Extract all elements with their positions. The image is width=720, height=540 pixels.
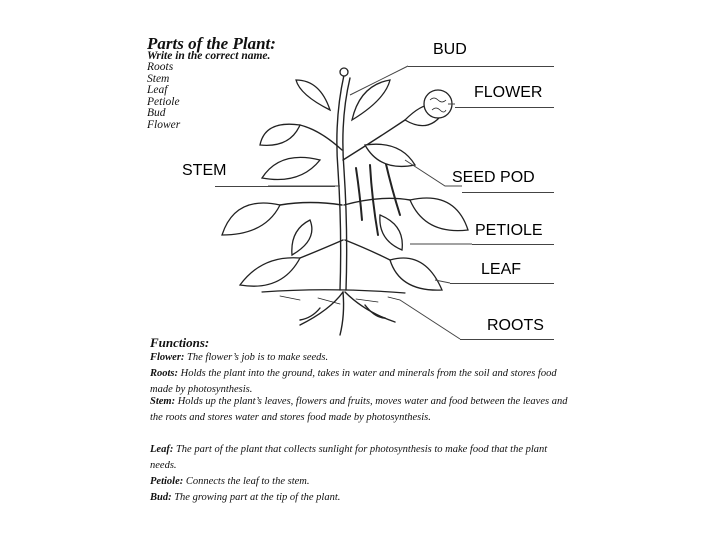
function-term: Flower: xyxy=(150,352,185,363)
worksheet-instruction: Write in the correct name. xyxy=(147,50,271,62)
word-bank-item: Petiole xyxy=(147,95,180,108)
word-bank-item: Roots xyxy=(147,61,174,73)
function-text: Connects the leaf to the stem. xyxy=(183,476,310,487)
label-leaf: LEAF xyxy=(481,261,522,278)
word-bank-item: Stem xyxy=(147,72,170,85)
worksheet-title: Parts of the Plant: xyxy=(147,34,276,53)
function-text: The flower’s job is to make seeds. xyxy=(184,352,329,363)
label-petiole: PETIOLE xyxy=(475,222,543,239)
label-flower: FLOWER xyxy=(474,84,543,101)
function-term: Stem: xyxy=(150,396,176,407)
function-text: Holds the plant into the ground, takes in water and minerals from the soil and stores food made by photosynthesis. xyxy=(150,368,557,395)
function-text: The part of the plant that collects sunlight for photosynthesis to make food that the plant needs. xyxy=(150,444,548,471)
function-term: Roots: xyxy=(150,368,179,379)
label-stem: STEM xyxy=(182,162,227,179)
label-bud: BUD xyxy=(433,41,467,58)
function-leaf xyxy=(150,442,570,474)
word-bank-item: Flower xyxy=(147,118,181,131)
word-bank-item: Bud xyxy=(147,107,166,120)
label-roots: ROOTS xyxy=(487,317,544,334)
label-seed-pod-underline xyxy=(462,192,554,193)
label-stem-underline xyxy=(215,186,335,187)
function-stem xyxy=(150,394,570,426)
function-bud xyxy=(150,490,570,506)
function-term: Petiole: xyxy=(150,476,184,487)
function-term: Leaf: xyxy=(150,444,174,455)
label-seed-pod: SEED POD xyxy=(452,169,535,186)
functions-heading: Functions: xyxy=(150,335,210,350)
word-bank-item: Leaf xyxy=(147,84,168,97)
label-bud-underline xyxy=(408,66,554,67)
stem-line xyxy=(337,75,344,290)
label-petiole-underline xyxy=(472,244,554,245)
function-text: The growing part at the tip of the plant. xyxy=(171,492,341,503)
function-flower xyxy=(150,350,570,366)
label-roots-underline xyxy=(460,339,554,340)
function-petiole xyxy=(150,474,570,490)
label-leaf-underline xyxy=(450,283,554,284)
function-text: Holds up the plant’s leaves, flowers and fruits, moves water and food between the leaves and the roots and stores water and stores food made by photosynthesis. xyxy=(150,396,568,423)
label-flower-underline xyxy=(455,107,554,108)
function-term: Bud: xyxy=(150,492,172,503)
